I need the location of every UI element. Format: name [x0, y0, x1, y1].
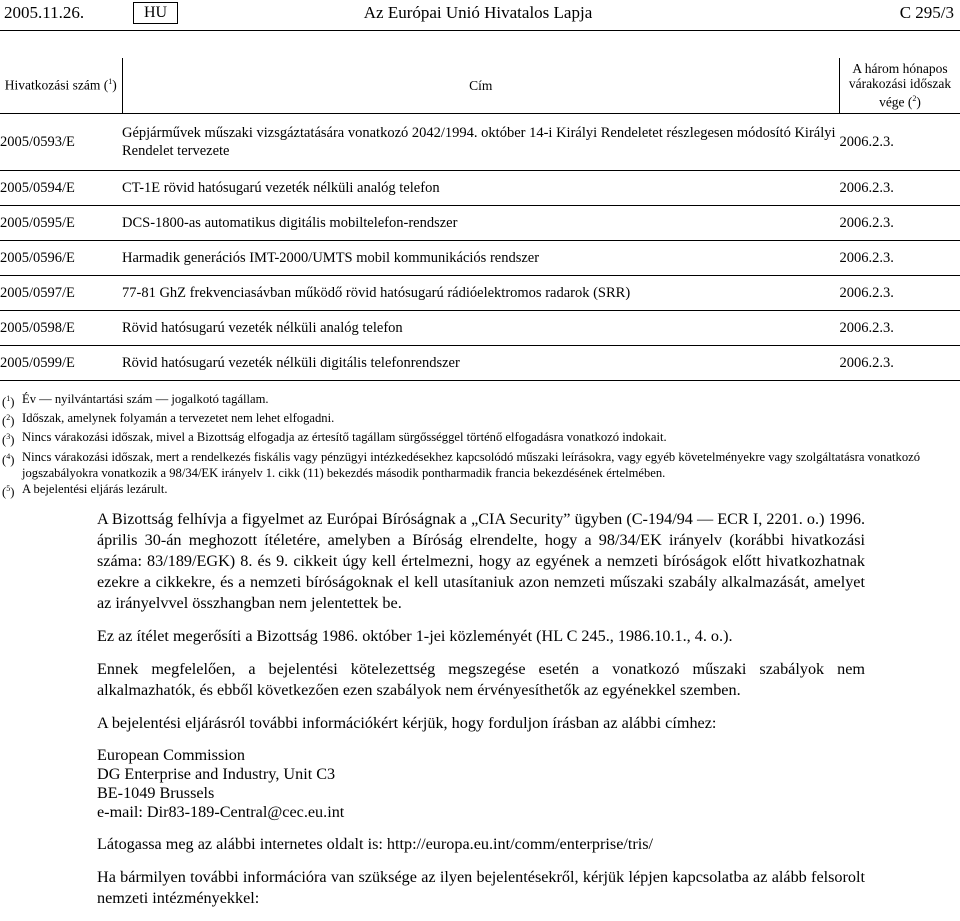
footnote: ($^2$) Időszak, amelynek folyamán a tervezetet nem lehet elfogadni.: [2, 410, 958, 429]
page-header: [0, 0, 960, 31]
website-paragraph[interactable]: Látogassa meg az alábbi internetes oldalt is: http://europa.eu.int/comm/enterprise/tris/: [97, 834, 865, 855]
table-row: [0, 114, 960, 171]
ref-cell: 2005/0599/E: [0, 346, 122, 381]
address-line: European Commission: [97, 746, 865, 765]
ref-cell: 2005/0598/E: [0, 311, 122, 346]
paragraph: A bejelentési eljárásról további információkért kérjük, hogy forduljon írásban az alábbi címhez:: [97, 713, 865, 734]
notification-table: [0, 58, 960, 381]
footnote-text: Időszak, amelynek folyamán a tervezetet nem lehet elfogadni.: [22, 410, 958, 429]
ref-cell: 2005/0594/E: [0, 171, 122, 206]
ref-cell: 2005/0595/E: [0, 206, 122, 241]
ref-cell: 2005/0597/E: [0, 276, 122, 311]
title-cell: DCS-1800-as automatikus digitális mobiltelefon-rendszer: [122, 206, 840, 241]
column-header-period: A három hónapos várakozási időszak vége ($^2$): [840, 58, 960, 114]
title-cell: Gépjárművek műszaki vizsgáztatására vonatkozó 2042/1994. október 14-i Királyi Rendeletet részlegesen módosító Királyi Rendelet tervezete: [122, 114, 840, 171]
footnote: ($^3$) Nincs várakozási időszak, mivel a Bizottság elfogadja az értesítő tagállam sürgősséggel történő elfogadásra vonatkozó indokait.: [2, 429, 958, 448]
title-cell: Rövid hatósugarú vezeték nélküli digitális telefonrendszer: [122, 346, 840, 381]
address-line: BE-1049 Brussels: [97, 784, 865, 803]
paragraph: Ennek megfelelően, a bejelentési kötelezettség megszegése esetén a vonatkozó műszaki szabályok nem alkalmazhatók, és ebből következően ezen szabályok nem érvényesíthetők az egyénekkel szemben.: [97, 659, 865, 701]
ref-cell: 2005/0593/E: [0, 114, 122, 171]
page-number: C 295/3: [900, 3, 954, 23]
period-cell: 2006.2.3.: [840, 114, 960, 171]
footnote: ($^4$) Nincs várakozási időszak, mert a rendelkezés fiskális vagy pénzügyi intézkedésekhez kapcsolódó műszaki leírásokra, vagy egyéb követelményekre vagy szolgáltatásra vonatkozó jogszabályokra vonatkozik a 98/34/EK irányelv 1. cikk (11) bekezdés második pontharmadik francia bekezdésének értelmében.: [2, 449, 958, 481]
paragraph: Ez az ítélet megerősíti a Bizottság 1986. október 1-jei közleményét (HL C 245., 1986.10.1., 4. o.).: [97, 626, 865, 647]
period-cell: 2006.2.3.: [840, 171, 960, 206]
paragraph: Ha bármilyen további információra van szüksége az ilyen bejelentésekről, kérjük lépjen kapcsolatba az alább felsorolt nemzeti intézményekkel:: [97, 867, 865, 909]
address-block: [97, 746, 865, 822]
title-cell: Rövid hatósugarú vezeték nélküli analóg telefon: [122, 311, 840, 346]
footnote: ($^1$) Év — nyilvántartási szám — jogalkotó tagállam.: [2, 391, 958, 410]
table-row: [0, 206, 960, 241]
table-row: [0, 346, 960, 381]
footnotes: [2, 391, 958, 500]
footnote-text: Nincs várakozási időszak, mert a rendelkezés fiskális vagy pénzügyi intézkedésekhez kapcsolódó műszaki leírásokra, vagy egyéb követelményekre vagy szolgáltatásra vonatkozó jogszabályokra vonatkozik a 98/34/EK irányelv 1. cikk (11) bekezdés második pontharmadik francia bekezdésének értelmében.: [22, 449, 958, 481]
ref-cell: 2005/0596/E: [0, 241, 122, 276]
journal-title: Az Európai Unió Hivatalos Lapja: [364, 3, 593, 23]
table-row: [0, 311, 960, 346]
footnote-text: Nincs várakozási időszak, mivel a Bizottság elfogadja az értesítő tagállam sürgősséggel történő elfogadásra vonatkozó indokait.: [22, 429, 958, 448]
footnote: ($^5$) A bejelentési eljárás lezárult.: [2, 481, 958, 500]
period-cell: 2006.2.3.: [840, 276, 960, 311]
footnote-text: A bejelentési eljárás lezárult.: [22, 481, 958, 500]
period-cell: 2006.2.3.: [840, 241, 960, 276]
footnote-text: Év — nyilvántartási szám — jogalkotó tagállam.: [22, 391, 958, 410]
period-cell: 2006.2.3.: [840, 346, 960, 381]
column-header-ref: Hivatkozási szám ($^1$): [0, 58, 122, 114]
language-badge: HU: [133, 2, 178, 24]
main-text: [97, 509, 865, 921]
table-row: [0, 171, 960, 206]
address-email[interactable]: e-mail: Dir83-189-Central@cec.eu.int: [97, 803, 865, 822]
period-cell: 2006.2.3.: [840, 206, 960, 241]
publication-date: 2005.11.26.: [4, 3, 84, 23]
title-cell: 77-81 GhZ frekvenciasávban működő rövid hatósugarú rádióelektromos radarok (SRR): [122, 276, 840, 311]
column-header-title: Cím: [122, 58, 840, 114]
table-row: [0, 241, 960, 276]
period-cell: 2006.2.3.: [840, 311, 960, 346]
table-row: [0, 276, 960, 311]
title-cell: CT-1E rövid hatósugarú vezeték nélküli analóg telefon: [122, 171, 840, 206]
address-line: DG Enterprise and Industry, Unit C3: [97, 765, 865, 784]
paragraph: A Bizottság felhívja a figyelmet az Európai Bíróságnak a „CIA Security” ügyben (C-194/94 — ECR I, 2201. o.) 1996. április 30-án meghozott ítéletére, amelyben a Bíróság elrendelte, hogy a 98/34/EK irányelv (korábbi hivatkozási száma: 83/189/EGK) 8. és 9. cikkeit úgy kell értelmezni, hogy az egyének a nemzeti bíróságok előtt hivatkozhatnak ezekre a cikkekre, és a nemzeti bíróságoknak el kell utasítaniuk azon nemzeti műszaki szabály alkalmazását, amelyet az irányelvvel összhangban nem jelentettek be.: [97, 509, 865, 614]
title-cell: Harmadik generációs IMT-2000/UMTS mobil kommunikációs rendszer: [122, 241, 840, 276]
